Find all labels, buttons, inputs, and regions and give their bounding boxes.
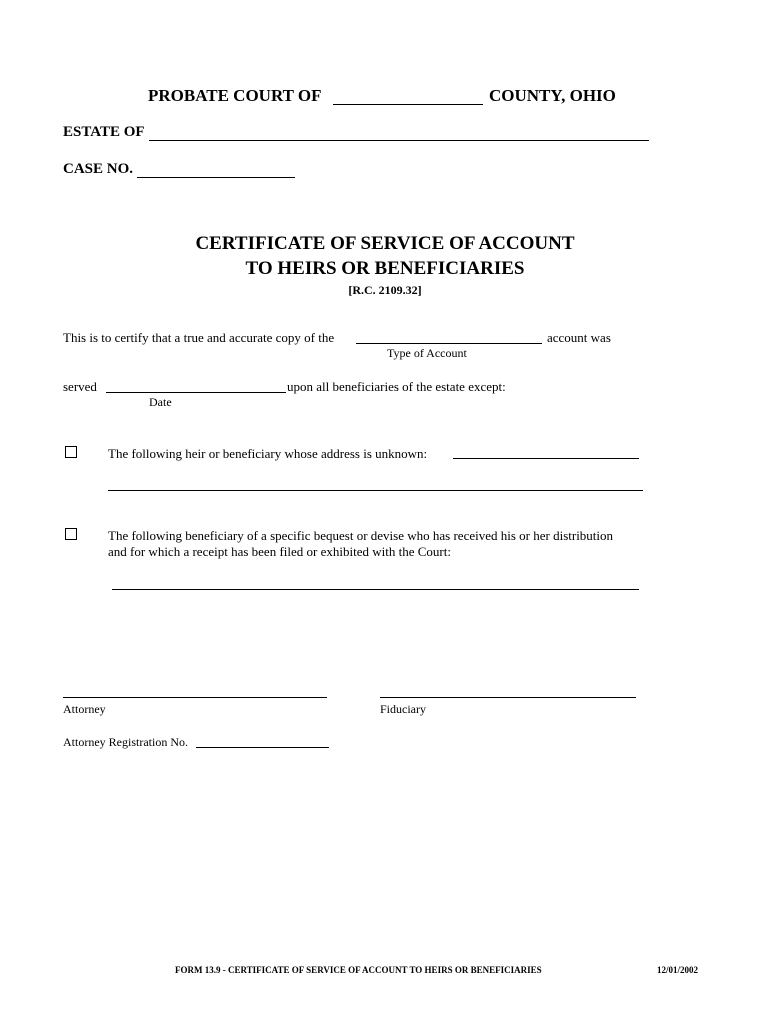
distributed-beneficiary-text-line2: and for which a receipt has been filed or exhibited with the Court: — [108, 544, 451, 559]
case-no-label: CASE NO. — [63, 161, 134, 177]
fiduciary-signature-line[interactable] — [380, 697, 636, 698]
estate-name-line[interactable] — [149, 140, 649, 141]
form-title-line1: CERTIFICATE OF SERVICE OF ACCOUNT — [195, 233, 575, 254]
account-type-caption: Type of Account — [387, 346, 467, 360]
date-caption: Date — [149, 395, 172, 409]
account-type-line[interactable] — [356, 343, 542, 344]
attorney-label: Attorney — [63, 702, 106, 716]
served-date-line[interactable] — [106, 392, 286, 393]
case-no-line[interactable] — [137, 177, 295, 178]
fiduciary-label: Fiduciary — [380, 702, 426, 716]
distributed-beneficiary-name-line[interactable] — [112, 589, 639, 590]
certify-suffix: account was — [547, 330, 611, 345]
unknown-address-text: The following heir or beneficiary whose address is unknown: — [108, 446, 428, 461]
served-suffix: upon all beneficiaries of the estate except: — [287, 379, 506, 394]
county-name-line[interactable] — [333, 104, 483, 105]
attorney-registration-line[interactable] — [196, 747, 329, 748]
attorney-signature-line[interactable] — [63, 697, 327, 698]
footer-date: 12/01/2002 — [657, 965, 699, 975]
certify-prefix: This is to certify that a true and accurate copy of the — [63, 330, 335, 345]
estate-label: ESTATE OF — [63, 124, 145, 140]
served-label: served — [63, 379, 97, 394]
footer-form-title: FORM 13.9 - CERTIFICATE OF SERVICE OF ACCOUNT TO HEIRS OR BENEFICIARIES — [175, 965, 542, 975]
court-suffix: COUNTY, OHIO — [489, 86, 616, 105]
attorney-registration-label: Attorney Registration No. — [63, 735, 188, 749]
unknown-address-checkbox[interactable] — [65, 446, 77, 458]
unknown-address-name-line[interactable] — [453, 458, 639, 459]
form-title-line2: TO HEIRS OR BENEFICIARIES — [245, 258, 525, 279]
court-prefix: PROBATE COURT OF — [148, 86, 322, 105]
distributed-beneficiary-checkbox[interactable] — [65, 528, 77, 540]
distributed-beneficiary-text-line1: The following beneficiary of a specific bequest or devise who has received his or her distribution — [108, 528, 614, 543]
unknown-address-extra-line[interactable] — [108, 490, 643, 491]
statute-reference: [R.C. 2109.32] — [348, 283, 422, 297]
